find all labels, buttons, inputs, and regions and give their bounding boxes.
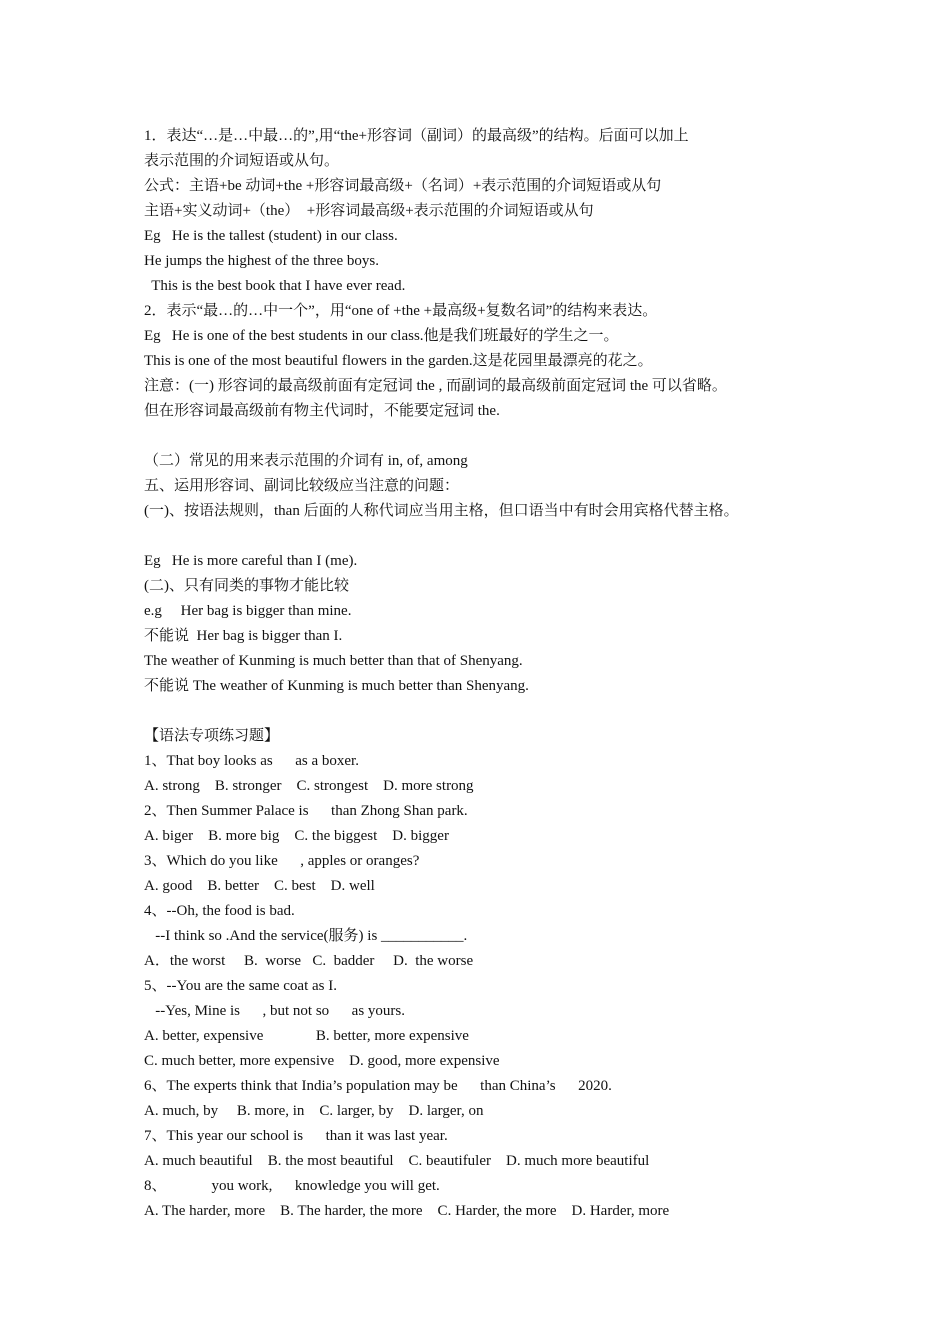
- text-line: This is one of the most beautiful flowers in the garden.这是花园里最漂亮的花之。: [144, 353, 653, 369]
- blank-line: [144, 424, 844, 449]
- text-line: A. good B. better C. best D. well: [144, 878, 375, 894]
- text-line: 6、The experts think that India’s population may be than China’s 2020.: [144, 1078, 612, 1094]
- text-line: 五、运用形容词、副词比较级应当注意的问题：: [144, 478, 460, 494]
- text-line: 5、--You are the same coat as I.: [144, 978, 338, 994]
- text-line: Eg He is one of the best students in our class.他是我们班最好的学生之一。: [144, 328, 619, 344]
- text-line: A. The harder, more B. The harder, the more C. Harder, the more D. Harder, more: [144, 1203, 670, 1219]
- text-line: 公式：主语+be 动词+the +形容词最高级+（名词）+表示范围的介词短语或从句: [144, 178, 662, 194]
- text-line: 2．表示“最…的…中一个”，用“one of +the +最高级+复数名词”的结构来表达。: [144, 303, 658, 319]
- text-line: 不能说 The weather of Kunming is much better than Shenyang.: [144, 678, 529, 694]
- text-line: This is the best book that I have ever read.: [144, 278, 406, 294]
- text-line: 1．表达“…是…中最…的”,用“the+形容词（副词）的最高级”的结构。后面可以加上: [144, 128, 689, 144]
- text-line: A. much, by B. more, in C. larger, by D. larger, on: [144, 1103, 484, 1119]
- text-line: The weather of Kunming is much better than that of Shenyang.: [144, 653, 523, 669]
- text-line: 【语法专项练习题】: [144, 728, 280, 744]
- text-line: A. strong B. stronger C. strongest D. more strong: [144, 778, 474, 794]
- text-line: C. much better, more expensive D. good, more expensive: [144, 1053, 500, 1069]
- text-line: 3、Which do you like , apples or oranges?: [144, 853, 420, 869]
- text-line: He jumps the highest of the three boys.: [144, 253, 379, 269]
- text-line: --Yes, Mine is , but not so as yours.: [144, 1003, 405, 1019]
- text-line: A. better, expensive B. better, more expensive: [144, 1028, 469, 1044]
- text-line: Eg He is more careful than I (me).: [144, 553, 358, 569]
- text-line: 1、That boy looks as as a boxer.: [144, 753, 359, 769]
- text-line: Eg He is the tallest (student) in our class.: [144, 228, 398, 244]
- text-line: 注意：(一) 形容词的最高级前面有定冠词 the , 而副词的最高级前面定冠词 the 可以省略。: [144, 378, 727, 394]
- text-line: 主语+实义动词+（the） +形容词最高级+表示范围的介词短语或从句: [144, 203, 594, 219]
- text-line: 4、--Oh, the food is bad.: [144, 903, 295, 919]
- text-line: (一)、按语法规则，than 后面的人称代词应当用主格，但口语当中有时会用宾格代替主格。: [144, 503, 739, 519]
- text-line: A. much beautiful B. the most beautiful C. beautifuler D. much more beautiful: [144, 1153, 650, 1169]
- text-line: 表示范围的介词短语或从句。: [144, 153, 340, 169]
- text-line: --I think so .And the service(服务) is ___________.: [144, 928, 468, 944]
- blank-line: [144, 524, 844, 549]
- text-line: （二）常见的用来表示范围的介词有 in, of, among: [144, 453, 468, 469]
- text-line: A. biger B. more big C. the biggest D. bigger: [144, 828, 449, 844]
- text-line: A．the worst B. worse C. badder D. the worse: [144, 953, 474, 969]
- text-line: 8、 you work, knowledge you will get.: [144, 1178, 440, 1194]
- text-line: e.g Her bag is bigger than mine.: [144, 603, 352, 619]
- text-line: (二)、只有同类的事物才能比较: [144, 578, 349, 594]
- text-line: 不能说 Her bag is bigger than I.: [144, 628, 343, 644]
- text-line: 2、Then Summer Palace is than Zhong Shan park.: [144, 803, 468, 819]
- blank-line: [144, 699, 844, 724]
- document-body: [144, 124, 844, 1224]
- text-line: 但在形容词最高级前有物主代词时，不能要定冠词 the.: [144, 403, 500, 419]
- text-line: 7、This year our school is than it was last year.: [144, 1128, 448, 1144]
